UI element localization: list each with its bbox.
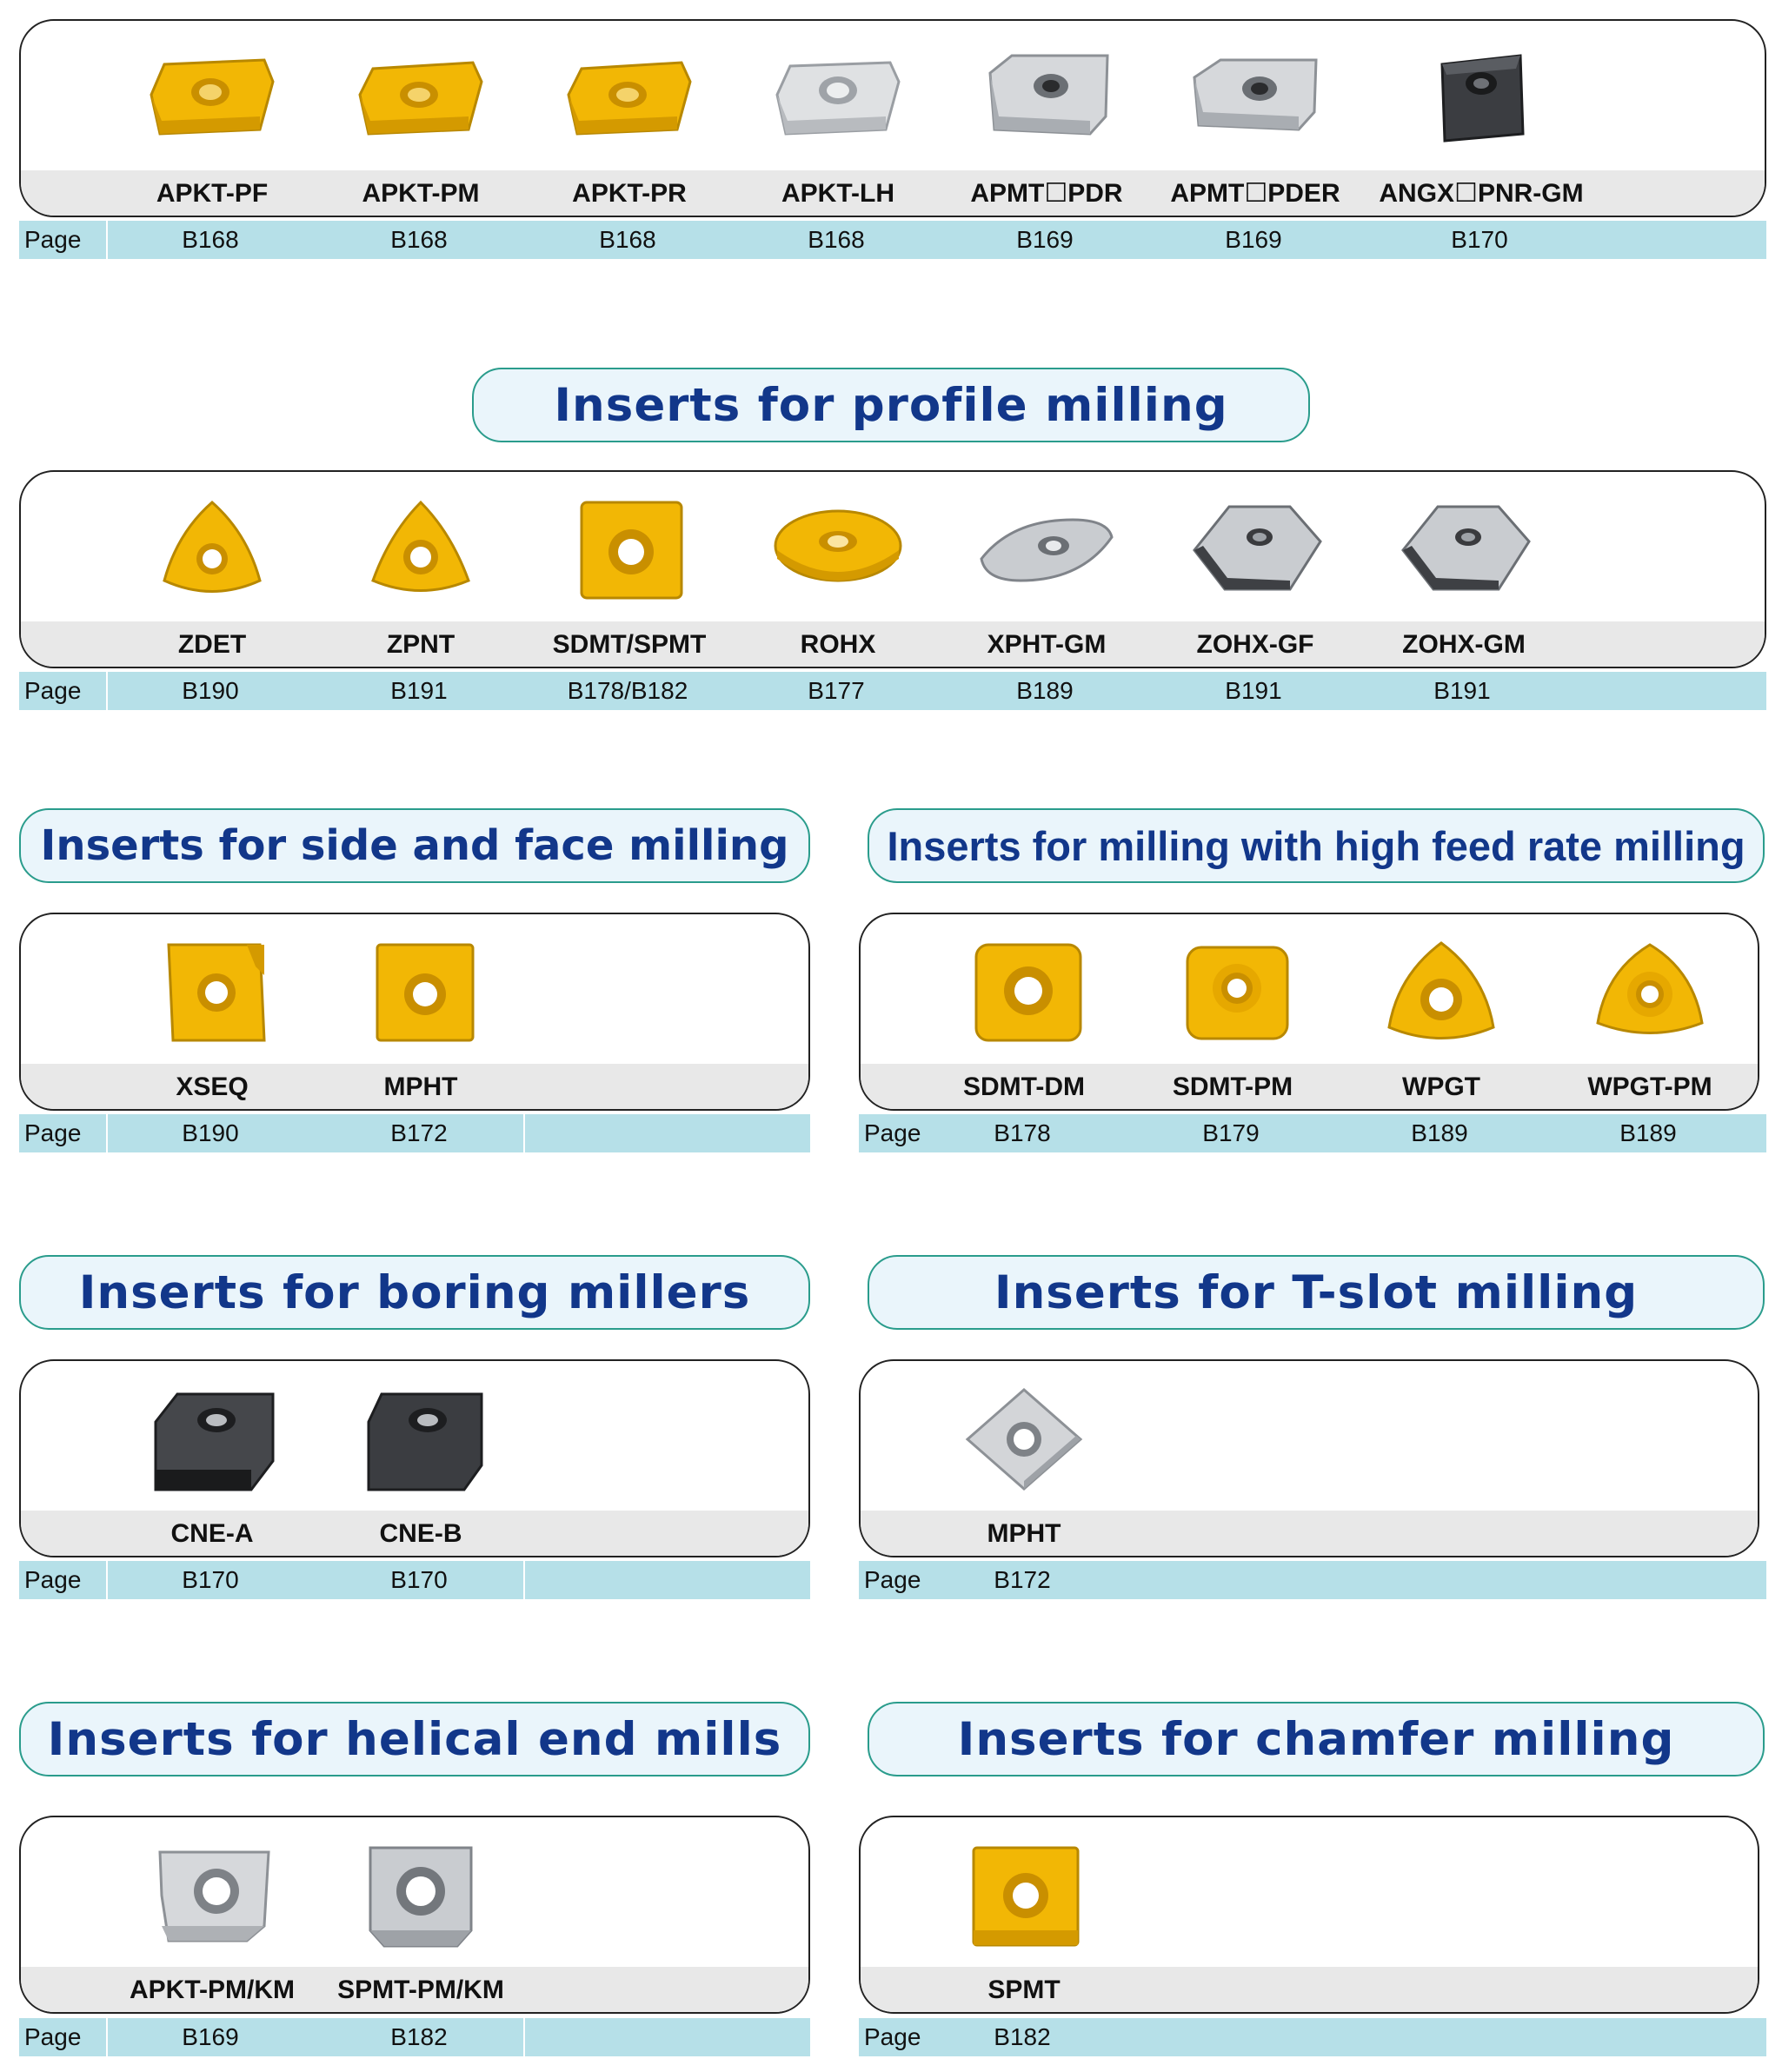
page-ref[interactable]: B191 [1433,677,1491,704]
insert-code: APKT-PM/KM [130,1976,295,2004]
insert-cne-a[interactable] [108,1361,316,1556]
page-ref[interactable]: B172 [390,1119,448,1146]
sdmt-dm-insert-icon [954,940,1094,1045]
section-heading-t-slot-milling: Inserts for T-slot milling [868,1255,1765,1330]
insert-code: ZOHX-GM [1402,630,1526,659]
page-ref[interactable]: B182 [390,2023,448,2050]
apkt-lh-insert-icon [768,47,908,151]
insert-code: WPGT-PM [1587,1073,1712,1101]
page-reference-bar [19,1114,810,1152]
insert-apkt-pm-km[interactable] [108,1817,316,2012]
wpgt-pm-insert-icon [1580,940,1719,1045]
insert-sdmt-spmt[interactable] [525,472,734,667]
insert-spmt-pm-km[interactable] [316,1817,525,2012]
page-ref[interactable]: B190 [182,677,239,704]
column-separator [523,1561,525,1599]
page-ref[interactable]: B191 [390,677,448,704]
insert-code: XSEQ [176,1073,249,1101]
insert-sdmt-pm[interactable] [1128,914,1337,1109]
section-heading-high-feed-milling: Inserts for milling with high feed rate milling [868,808,1765,883]
apmt-pdr-insert-icon [977,47,1116,151]
insert-code: APKT-LH [781,179,894,208]
spmt-insert-icon [954,1843,1094,1948]
page-ref[interactable]: B169 [1225,226,1282,253]
page-label: Page [864,1566,921,1593]
column-separator [523,1114,525,1152]
insert-xpht-gm[interactable] [942,472,1151,667]
page-reference-bar [19,1561,810,1599]
zpnt-insert-icon [351,498,490,602]
insert-apkt-pr[interactable] [525,21,734,216]
page-label: Page [24,1119,82,1146]
page-ref[interactable]: B169 [182,2023,239,2050]
insert-code: APKT-PR [572,179,687,208]
insert-wpgt-pm[interactable] [1546,914,1754,1109]
helical-insert-panel [19,1816,810,2014]
insert-code: SPMT-PM/KM [337,1976,504,2004]
page-label: Page [24,2023,82,2050]
insert-mpht[interactable] [316,914,525,1109]
insert-zdet[interactable] [108,472,316,667]
insert-code: WPGT [1402,1073,1480,1101]
insert-code: SPMT [987,1976,1061,2004]
cne-a-insert-icon [143,1387,282,1491]
insert-apmt-pdr[interactable] [942,21,1151,216]
apkt-pm-km-insert-icon [143,1843,282,1948]
insert-angx-pnr-gm[interactable] [1377,21,1586,216]
insert-code: CNE-B [379,1519,462,1548]
insert-code: SDMT-DM [963,1073,1085,1101]
page-ref[interactable]: B170 [1451,226,1508,253]
page-ref[interactable]: B170 [390,1566,448,1593]
insert-code: ROHX [800,630,876,659]
insert-code: APMT☐PDR [970,179,1123,208]
page-ref[interactable]: B190 [182,1119,239,1146]
page-ref[interactable]: B168 [390,226,448,253]
page-label: Page [864,2023,921,2050]
insert-code: MPHT [383,1073,458,1101]
page-ref[interactable]: B189 [1016,677,1074,704]
page-reference-bar [859,1561,1766,1599]
section-heading-profile-milling: Inserts for profile milling [472,368,1310,442]
section-heading-helical-end-mills: Inserts for helical end mills [19,1702,810,1776]
chamfer-insert-panel [859,1816,1759,2014]
page-ref[interactable]: B182 [994,2023,1051,2050]
section-heading-chamfer-milling: Inserts for chamfer milling [868,1702,1765,1776]
page-ref[interactable]: B168 [182,226,239,253]
insert-zpnt[interactable] [316,472,525,667]
insert-apkt-pm[interactable] [316,21,525,216]
angx-pnr-gm-insert-icon [1412,47,1551,151]
page-ref[interactable]: B178/B182 [567,677,688,704]
insert-zohx-gf[interactable] [1151,472,1360,667]
xpht-gm-insert-icon [977,498,1116,602]
insert-code: ZOHX-GF [1196,630,1314,659]
page-label: Page [24,1566,82,1593]
insert-apkt-pf[interactable] [108,21,316,216]
cne-b-insert-icon [351,1387,490,1491]
zohx-gm-insert-icon [1394,498,1533,602]
insert-code: ZPNT [386,630,455,659]
mpht-insert-icon [351,940,490,1045]
insert-rohx[interactable] [734,472,942,667]
page-reference-bar [19,221,1766,259]
page-reference-bar [19,672,1766,710]
insert-code: SDMT/SPMT [552,630,707,659]
insert-code: CNE-A [170,1519,254,1548]
insert-code: MPHT [987,1519,1061,1548]
top-insert-panel [19,19,1766,217]
insert-code: ZDET [177,630,247,659]
high-feed-insert-panel [859,913,1759,1111]
insert-mpht-silver[interactable] [920,1361,1128,1556]
zdet-insert-icon [143,498,282,602]
page-ref[interactable]: B178 [994,1119,1051,1146]
page-ref[interactable]: B179 [1202,1119,1260,1146]
insert-zohx-gm[interactable] [1360,472,1568,667]
insert-code: APMT☐PDER [1170,179,1340,208]
insert-sdmt-dm[interactable] [920,914,1128,1109]
insert-wpgt[interactable] [1337,914,1546,1109]
zohx-gf-insert-icon [1186,498,1325,602]
t-slot-insert-panel [859,1359,1759,1557]
sdmt-spmt-insert-icon [560,498,699,602]
apmt-pder-insert-icon [1186,47,1325,151]
sdmt-pm-insert-icon [1163,940,1302,1045]
page-ref[interactable]: B189 [1411,1119,1468,1146]
page-label: Page [24,226,82,253]
section-heading-side-face-milling: Inserts for side and face milling [19,808,810,883]
xseq-insert-icon [143,940,282,1045]
spmt-pm-km-insert-icon [351,1843,490,1948]
wpgt-insert-icon [1372,940,1511,1045]
apkt-pr-insert-icon [560,47,699,151]
page-label: Page [864,1119,921,1146]
page-ref[interactable]: B169 [1016,226,1074,253]
rohx-insert-icon [768,498,908,602]
page-ref[interactable]: B172 [994,1566,1051,1593]
insert-apkt-lh[interactable] [734,21,942,216]
side-face-insert-panel [19,913,810,1111]
insert-code: SDMT-PM [1172,1073,1293,1101]
mpht-silver-insert-icon [954,1387,1094,1491]
page-reference-bar [19,2018,810,2056]
page-ref[interactable]: B191 [1225,677,1282,704]
apkt-pf-insert-icon [143,47,282,151]
insert-apmt-pder[interactable] [1151,21,1360,216]
insert-code: APKT-PM [362,179,480,208]
page-ref[interactable]: B168 [599,226,656,253]
insert-code: APKT-PF [156,179,269,208]
page-ref[interactable]: B168 [808,226,865,253]
section-heading-boring-millers: Inserts for boring millers [19,1255,810,1330]
profile-insert-panel [19,470,1766,668]
page-ref[interactable]: B177 [808,677,865,704]
apkt-pm-insert-icon [351,47,490,151]
insert-xseq[interactable] [108,914,316,1109]
insert-code: ANGX☐PNR-GM [1379,179,1584,208]
page-reference-bar [859,2018,1766,2056]
insert-cne-b[interactable] [316,1361,525,1556]
insert-spmt[interactable] [920,1817,1128,2012]
column-separator [523,2018,525,2056]
page-ref[interactable]: B189 [1619,1119,1677,1146]
page-ref[interactable]: B170 [182,1566,239,1593]
boring-insert-panel [19,1359,810,1557]
insert-code: XPHT-GM [987,630,1107,659]
page-reference-bar [859,1114,1766,1152]
page-label: Page [24,677,82,704]
